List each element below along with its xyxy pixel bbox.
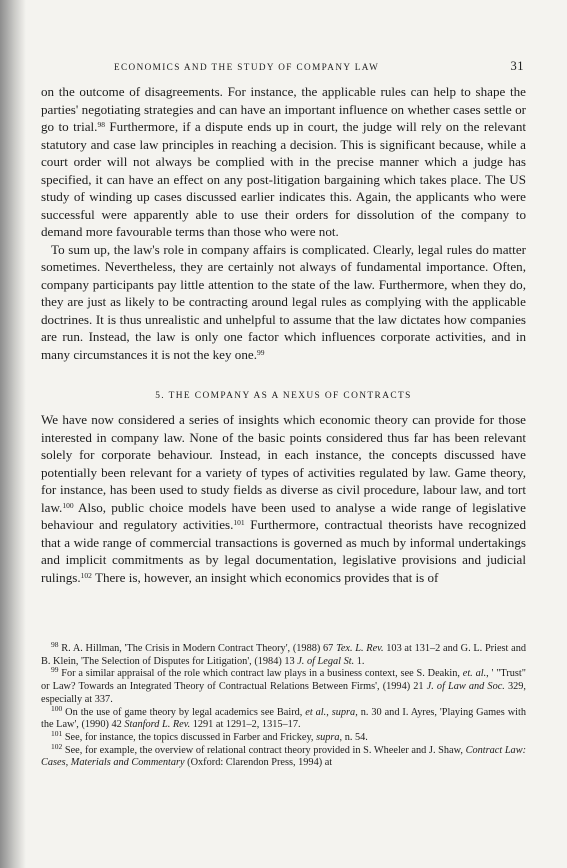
paragraph-text: Also, public choice models have been used to analyse a wide range of legislative behaviour and regulatory activities. [41,499,526,532]
footnote-text: 329, especially at 337. [41,681,526,705]
footnote-ref: 102 [80,570,92,580]
citation-italic: et al. [305,706,327,718]
citation-italic: J. of Legal St. [297,655,355,667]
footnote-text: 1. [354,655,365,667]
footnote-number: 100 [51,703,63,713]
footnote-text: , ' "Trust" or Law? Towards an Integrated Theory of Contractual Relations Between Firms', (1994) 21 [41,668,526,693]
running-title: ECONOMICS AND THE STUDY OF COMPANY LAW [114,62,380,72]
main-text [41,83,526,586]
footnote-ref: 101 [233,518,245,527]
citation-italic: J. of Law and Soc. [426,681,505,693]
paragraph-text: on the outcome of disagreements. For instance, the applicable rules can help to shape the parties' negotiating strategies and can have an important influence on whether cases settle or go to trial. [41,84,526,134]
footnote-number: 101 [51,728,63,738]
paragraph-text: There is, however, an insight which economics provides that is of [91,569,439,585]
footnote-text: See, for instance, the topics discussed in Farber and Frickey, [62,731,317,743]
footnote [41,665,526,706]
paragraph-text: Furthermore, if a dispute ends up in court, the judge will rely on the relevant statutory and case law principles in reaching a decision. This is significant because, while a court order will not always be complied with in the precise manner which a judge has specified, it can have an effect on any post-litigation bargaining which takes place. The US study of winding up cases discussed earlier indicates this. Again, the applicants who were successful were apparently able to use their orders for dissolution of the company to demand more favourable terms than those who were not. [41,119,527,239]
paragraph-text: Furthermore, contractual theorists have recognized that a wide range of commercial transactions is governed as much by informal undertakings and implicit commitments as by legal documentation, legislative provisions and judicial rulings. [41,517,526,585]
footnote-text: On the use of game theory by legal academics see Baird, [62,706,306,718]
footnote-text: For a similar appraisal of the role which contract law plays in a business context, see S. Deakin, [58,668,463,680]
footnote-text: 1291 at 1291–2, 1315–17. [190,719,301,731]
footnote-text: See, for example, the overview of relational contract theory provided in S. Wheeler and J. Shaw, [62,744,466,756]
footnotes [41,640,526,770]
paragraph [41,241,526,364]
paragraph [41,83,526,241]
section-heading: 5. THE COMPANY AS A NEXUS OF CONTRACTS [155,391,412,401]
footnote-text: , n. 30 and I. Ayres, 'Playing Games with the Law', (1990) 42 [41,706,526,731]
footnote [41,741,526,770]
footnote-text: , n. 54. [339,731,368,743]
footnote-text: 103 at 131–2 and G. L. Priest and B. Klein, 'The Selection of Disputes for Litigation', (1984) 13 [41,643,526,667]
footnote [41,728,526,745]
citation-italic: supra [331,706,356,718]
citation-italic: Contract Law: Cases, Materials and Commentary [41,744,526,769]
binding-gutter-shadow [0,0,26,868]
citation-italic: et. al. [462,668,487,680]
footnote-number: 99 [51,665,59,675]
paragraph-text: We have now considered a series of insights which economic theory can provide for those interested in company law. None of the basic points considered thus far has been relevant solely for corporate behaviour. Instead, in each instance, the concepts discussed have potentially been relevant for a variety of types of activities regulated by law. Game theory, for instance, has been used to study fields as diverse as civil procedure, labour law, and tort law. [41,412,526,515]
footnote-text: , [326,706,332,718]
running-header [41,60,526,76]
footnote [41,640,526,668]
footnote-ref: 98 [97,120,105,129]
citation-italic: Stanford L. Rev. [124,719,191,731]
footnote-ref: 100 [62,500,74,510]
citation-italic: Tex. L. Rev. [336,643,384,654]
footnote-text: (Oxford: Clarendon Press, 1994) at [184,757,333,769]
footnote-text: R. A. Hillman, 'The Crisis in Modern Contract Theory', (1988) 67 [58,643,337,654]
paragraph [41,411,526,586]
footnote [41,703,526,732]
footnote-number: 98 [51,640,59,649]
footnote-number: 102 [51,741,63,751]
citation-italic: supra [316,731,340,743]
paragraph-text: To sum up, the law's role in company affairs is complicated. Clearly, legal rules do matter sometimes. Nevertheless, they are certainly not always of fundamental importance. Often, company participants pay little attention to the state of the law. Furthermore, when they do, they are just as likely to be contracting around legal rules as complying with the applicable doctrines. It is thus unrealistic and unhelpful to assume that the law dictates how companies are run. Instead, the law is only one factor which influences corporate activities, and in many circumstances it is not the key one. [41,241,526,362]
footnote-ref: 99 [257,347,265,357]
page-number: 31 [510,59,524,73]
